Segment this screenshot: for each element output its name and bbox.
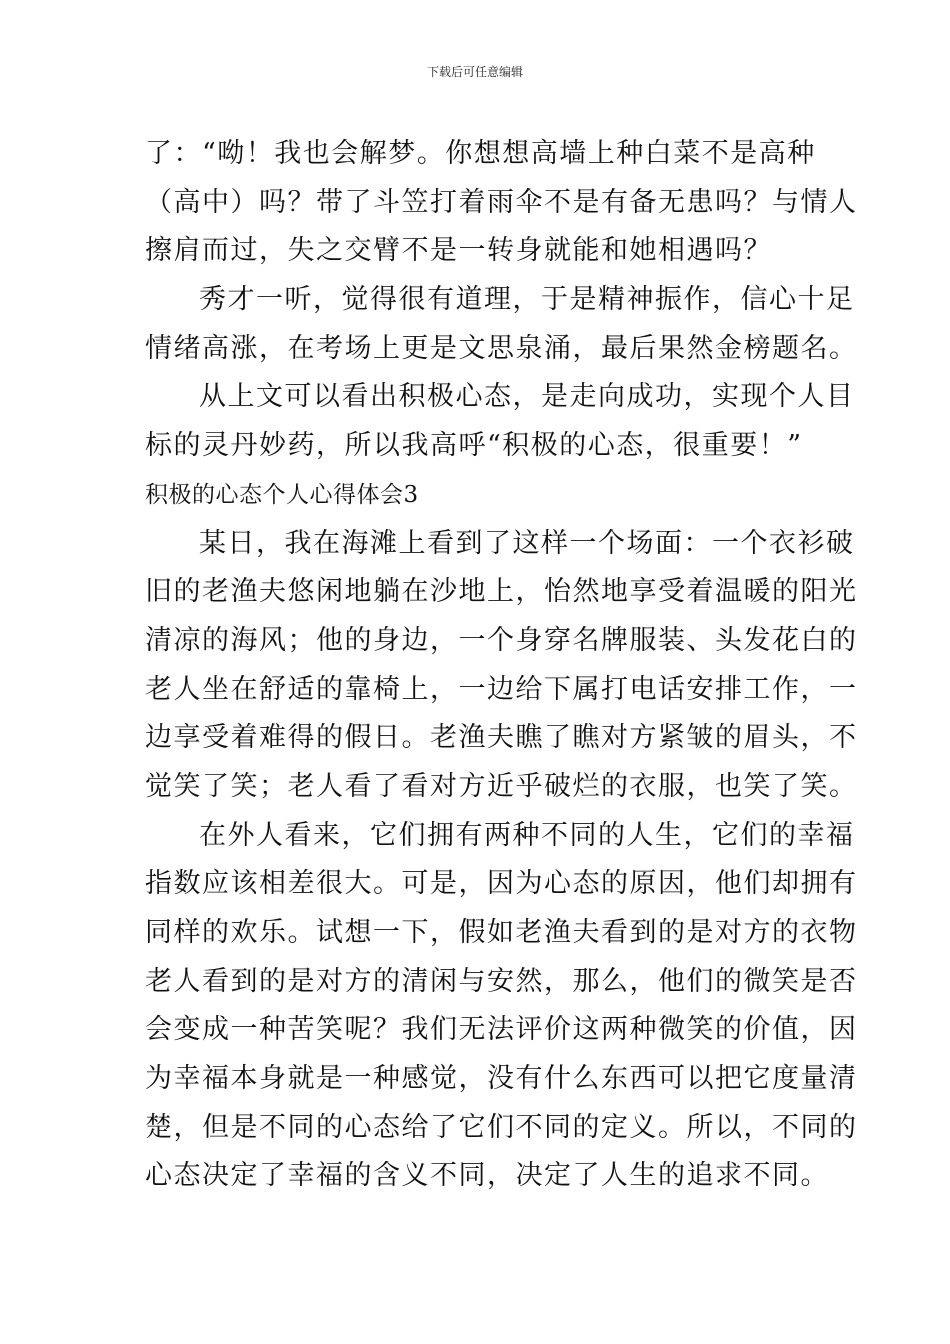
text-line: 同样的欢乐。试想一下，假如老渔夫看到的是对方的衣物	[145, 917, 858, 948]
text-line: 从上文可以看出积极心态，是走向成功，实现个人目	[199, 381, 855, 413]
text-line: 楚，但是不同的心态给了它们不同的定义。所以，不同的	[145, 1111, 858, 1143]
text-line: 旧的老渔夫悠闲地躺在沙地上，怡然地享受着温暖的阳光	[145, 576, 858, 608]
document-body	[145, 130, 858, 1201]
text-line: 秀才一听，觉得很有道理，于是精神振作，信心十足	[199, 284, 855, 316]
text-line: 为幸福本身就是一种感觉，没有什么东西可以把它度量清	[145, 1063, 858, 1095]
text-line: 会变成一种苦笑呢？我们无法评价这两种微笑的价值，因	[145, 1014, 858, 1046]
text-line: 指数应该相差很大。可是，因为心态的原因，他们却拥有	[145, 868, 858, 900]
text-line: 觉笑了笑；老人看了看对方近乎破烂的衣服，也笑了笑。	[145, 770, 858, 802]
text-line: 标的灵丹妙药，所以我高呼“积极的心态，很重要！”	[145, 430, 803, 462]
page-header-note: 下载后可任意编辑	[426, 65, 523, 79]
text-line: 老人坐在舒适的靠椅上，一边给下属打电话安排工作，一	[145, 673, 858, 705]
text-line: 了：“呦！我也会解梦。你想想高墙上种白菜不是高种	[145, 138, 816, 169]
text-line: 情绪高涨，在考场上更是文思泉涌，最后果然金榜题名。	[145, 332, 858, 364]
section-heading: 积极的心态个人心得体会3	[145, 481, 419, 508]
text-line: （高中）吗？带了斗笠打着雨伞不是有备无患吗？与情人	[145, 186, 858, 218]
text-line: 擦肩而过，失之交臂不是一转身就能和她相遇吗？	[145, 235, 772, 267]
text-line: 边享受着难得的假日。老渔夫瞧了瞧对方紧皱的眉头，不	[145, 722, 858, 754]
text-line: 某日，我在海滩上看到了这样一个场面：一个衣衫破	[199, 527, 855, 559]
text-line: 清凉的海风；他的身边，一个身穿名牌服装、头发花白的	[145, 624, 858, 656]
text-line: 在外人看来，它们拥有两种不同的人生，它们的幸福	[199, 819, 855, 851]
text-line: 老人看到的是对方的清闲与安然，那么，他们的微笑是否	[145, 965, 858, 997]
text-line: 心态决定了幸福的含义不同，决定了人生的追求不同。	[145, 1160, 829, 1192]
